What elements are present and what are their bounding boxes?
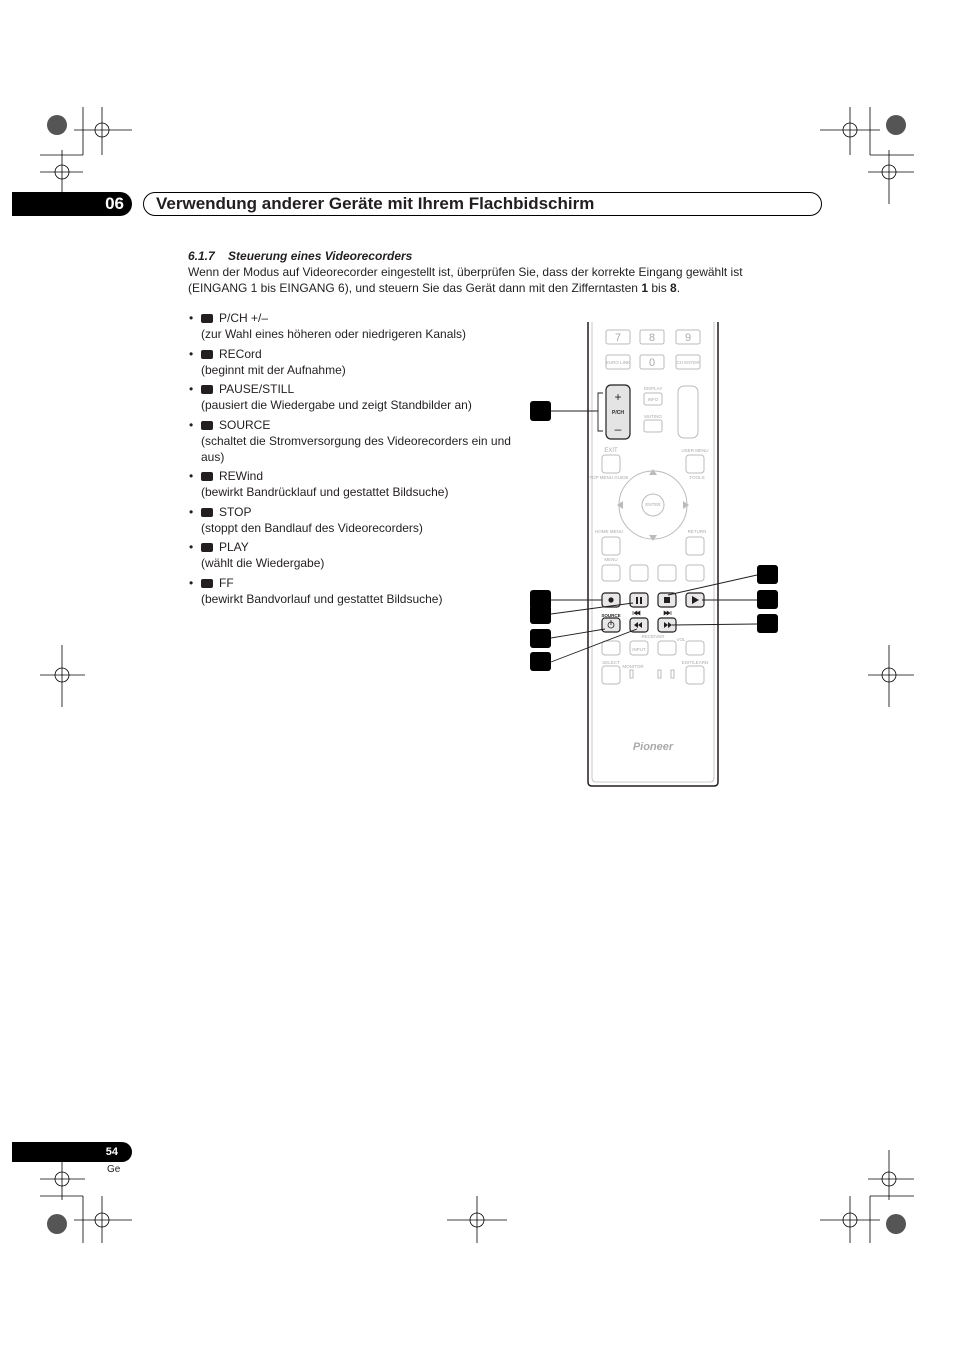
item-desc: (bewirkt Bandrücklauf und gestattet Bildsuche) [201,485,449,499]
item-desc: (bewirkt Bandvorlauf und gestattet Bildsuche) [201,591,443,606]
key-to: 8 [670,281,677,295]
key-8: 8 [648,332,656,344]
item-desc: (wählt die Wiedergabe) [201,556,325,570]
black-key-icon [201,543,213,552]
intro-line-2 [188,280,808,296]
select-label: SELECT [602,660,620,665]
list-item: • STOP (stoppt den Bandlauf des Videorecorders) [189,504,423,535]
pioneer-logo: Pioneer [632,741,674,753]
callout-box [530,401,551,421]
skip-back-icon [633,611,640,615]
callout-box [530,605,551,624]
user-menu-label: USER MENU [681,448,709,453]
page-language: Ge [107,1164,121,1175]
vol-label: VOL [676,637,686,642]
item-label: P/CH +/– [219,311,269,325]
monitor-label: MONITOR [622,664,644,669]
key-9: 9 [684,332,692,344]
section-number: 6.1.7 [188,249,215,263]
home-menu-label: HOME MENU [595,529,623,534]
chapter-number: 06 [12,192,132,216]
pch-minus-icon: – [614,422,622,436]
black-key-icon [201,508,213,517]
muting-label: MUTING [644,414,662,419]
display-label: DISPLAY [643,386,663,391]
record-icon [608,597,613,602]
remote-control-illustration [520,318,790,793]
callout-box [757,614,778,633]
section-heading [188,249,412,263]
list-item: • SOURCE (schaltet die Stromversorgung des Videorecorders ein und aus) [189,417,511,464]
function-list [188,310,518,610]
section-title: Steuerung eines Videorecorders [228,249,413,263]
receiver-label: RECEIVER [641,634,665,639]
item-desc: (pausiert die Wiedergabe und zeigt Standbilder an) [201,398,472,412]
black-key-icon [201,472,213,481]
word-bis: bis [648,281,671,295]
ch-enter-label: CH ENTER [676,360,700,365]
key-from: 1 [641,281,649,295]
chapter-title: Verwendung anderer Geräte mit Ihrem Flachbidschirm [143,192,822,216]
item-label: REWind [219,469,264,483]
black-key-icon [201,421,213,430]
intro-line-1: Wenn der Modus auf Videorecorder eingestellt ist, überprüfen Sie, dass der korrekte Eingang gewählt ist [188,265,743,279]
black-key-icon [201,385,213,394]
list-item: • REWind (bewirkt Bandrücklauf und gestattet Bildsuche) [189,469,449,499]
pch-label: P/CH [612,410,624,416]
callout-box [530,652,551,671]
list-item: • FF (bewirkt Bandvorlauf und gestattet Bildsuche) [189,575,443,606]
list-item: • PAUSE/STILL (pausiert die Wiedergabe und zeigt Standbilder an) [189,382,472,412]
callout-box [757,590,778,609]
item-label: RECord [219,346,262,361]
item-label: SOURCE [219,417,271,432]
item-label: PAUSE/STILL [219,382,295,396]
item-desc: (zur Wahl eines höheren oder niedrigeren Kanals) [201,327,467,341]
enter-label: ENTER [645,502,661,507]
list-item: • RECord (beginnt mit der Aufnahme) [189,346,346,377]
stop-icon [664,597,670,603]
list-item: • P/CH +/– (zur Wahl eines höheren oder niedrigeren Kanals) [189,311,467,341]
item-label: PLAY [219,540,249,554]
item-desc: (stoppt den Bandlauf des Videorecorders) [201,520,423,535]
item-label: FF [219,575,234,590]
source-label: SOURCE [601,613,621,618]
skip-forward-icon [664,611,671,615]
return-label: RETURN [687,529,707,534]
black-key-icon [201,579,213,588]
list-item: • PLAY (wählt die Wiedergabe) [189,540,325,570]
top-menu-guide-label: TOP MENU GUIDE [589,475,629,480]
euro-link-label: EURO LINK [605,360,631,365]
pause-button [630,593,648,607]
exit-label: EXIT [604,448,618,454]
black-key-icon [201,350,213,359]
black-key-icon [201,314,213,323]
pause-icon [636,597,638,604]
pch-plus-icon: + [614,390,622,404]
intro-end: . [676,281,681,295]
callout-box [757,565,778,584]
item-desc: (beginnt mit der Aufnahme) [201,362,346,377]
item-desc: (schaltet die Stromversorgung des Videorecorders ein und aus) [201,433,511,464]
menu-label: MENU [604,557,618,562]
page-number: 54 [12,1142,132,1162]
tools-label: TOOLS [689,475,705,480]
key-7: 7 [614,332,622,344]
info-label: INFO [647,397,659,402]
item-label: STOP [219,504,252,519]
callout-box [530,629,551,648]
input-label: INPUT [632,647,646,652]
intro-paragraph [188,264,808,296]
intro-line-2-text: (EINGANG 1 bis EINGANG 6), und steuern Sie das Gerät dann mit den Zifferntasten [188,281,642,295]
edit-learn-label: EDIT/LEARN [681,660,709,665]
key-0: 0 [648,357,656,369]
